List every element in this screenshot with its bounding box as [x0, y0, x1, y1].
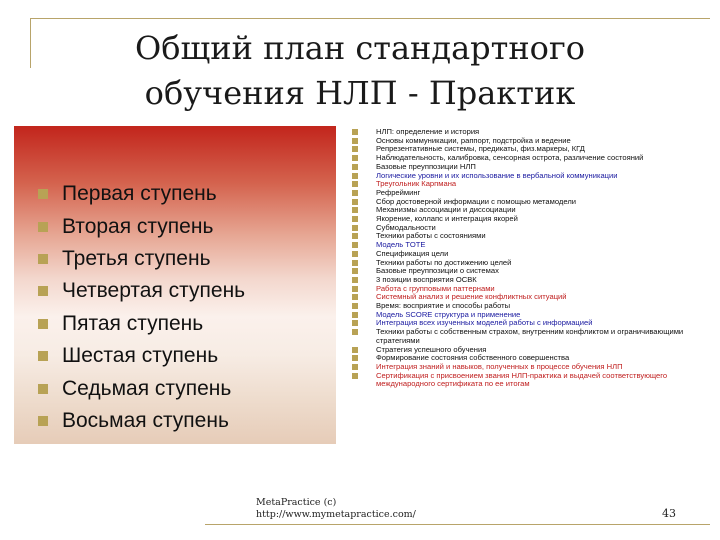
topic-label: Интеграция знаний и навыков, полученных в процессе обучения НЛП [376, 361, 623, 371]
topic-list [352, 128, 708, 389]
square-bullet-icon [352, 164, 358, 170]
square-bullet-icon [352, 233, 358, 239]
topic-label: Треугольник Карпмана [376, 179, 457, 189]
stage-item [38, 275, 245, 307]
footer-source-url[interactable]: http://www.mymetapractice.com/ [256, 509, 416, 520]
topic-label: Основы коммуникации, раппорт, подстройка и ведение [376, 135, 571, 145]
topic-label: Техники работы по достижению целей [376, 257, 512, 267]
square-bullet-icon [38, 222, 48, 232]
slide-title-line2: обучения НЛП - Практик [144, 74, 576, 112]
square-bullet-icon [352, 355, 358, 361]
stage-label: Пятая ступень [62, 311, 204, 335]
square-bullet-icon [38, 351, 48, 361]
square-bullet-icon [352, 303, 358, 309]
topic-label: Модель TOTE [376, 240, 426, 250]
square-bullet-icon [352, 216, 358, 222]
frame-top-line [30, 18, 710, 19]
square-bullet-icon [352, 268, 358, 274]
square-bullet-icon [352, 364, 358, 370]
topic-label: Рефрейминг [376, 187, 421, 197]
topic-label: Репрезентативные системы, предикаты, физ.маркеры, КГД [376, 144, 585, 154]
stage-label: Седьмая ступень [62, 376, 232, 400]
topic-label: Спецификация цели [376, 248, 449, 258]
square-bullet-icon [352, 173, 358, 179]
topic-label: Работа с групповыми паттернами [376, 283, 495, 293]
slide-title-line1: Общий план стандартного [135, 29, 585, 67]
stage-item [38, 243, 245, 275]
square-bullet-icon [352, 129, 358, 135]
footer-source [256, 497, 416, 521]
square-bullet-icon [38, 416, 48, 426]
topic-label: 3 позиции восприятия ОСВК [376, 274, 477, 284]
topic-label: Якорение, коллапс и интеграция якорей [376, 214, 518, 224]
stage-label: Вторая ступень [62, 214, 214, 238]
square-bullet-icon [352, 277, 358, 283]
topic-label: Техники работы с состояниями [376, 231, 486, 241]
square-bullet-icon [352, 155, 358, 161]
topic-label: Субмодальности [376, 222, 436, 232]
square-bullet-icon [352, 251, 358, 257]
topic-label: Наблюдательность, калибровка, сенсорная острота, различение состояний [376, 153, 644, 163]
topic-label: Модель SCORE структура и применение [376, 309, 521, 319]
topic-item [352, 372, 708, 389]
topic-label: Сертификация с присвоением звания НЛП-практика и выдачей соответствующего международного сертификата по ее итогам [376, 370, 668, 389]
square-bullet-icon [38, 319, 48, 329]
stage-label: Восьмая ступень [62, 408, 229, 432]
stage-item [38, 405, 245, 437]
topic-label: Интеграция всех изученных моделей работы с информацией [376, 318, 593, 328]
stage-label: Шестая ступень [62, 344, 219, 368]
square-bullet-icon [352, 146, 358, 152]
topic-label: Системный анализ и решение конфликтных ситуаций [376, 292, 567, 302]
topic-label: НЛП: определение и история [376, 127, 480, 136]
square-bullet-icon [352, 312, 358, 318]
topic-label: Техники работы с собственным страхом, внутренним конфликтом и ограничивающими стратегиями [376, 327, 684, 345]
topic-label: Логические уровни и их использование в вербальной коммуникации [376, 170, 618, 180]
page-number: 43 [662, 507, 676, 520]
square-bullet-icon [352, 320, 358, 326]
topic-label: Стратегия успешного обучения [376, 344, 487, 354]
square-bullet-icon [352, 199, 358, 205]
stage-label: Третья ступень [62, 246, 211, 270]
square-bullet-icon [352, 181, 358, 187]
square-bullet-icon [352, 294, 358, 300]
stage-item [38, 372, 245, 404]
square-bullet-icon [352, 329, 358, 335]
topic-item [352, 328, 708, 345]
topic-label: Базовые преуппозиции НЛП [376, 161, 476, 171]
square-bullet-icon [352, 373, 358, 379]
footer-line [205, 524, 710, 525]
square-bullet-icon [352, 138, 358, 144]
topic-label: Базовые преуппозиции о системах [376, 266, 499, 276]
topic-label: Сбор достоверной информации с помощью метамодели [376, 196, 576, 206]
square-bullet-icon [38, 286, 48, 296]
square-bullet-icon [352, 207, 358, 213]
stage-label: Первая ступень [62, 182, 217, 206]
topic-label: Механизмы ассоциации и диссоциации [376, 205, 516, 215]
topic-label: Формирование состояния собственного совершенства [376, 353, 570, 363]
slide-title [0, 26, 720, 116]
square-bullet-icon [352, 225, 358, 231]
square-bullet-icon [352, 347, 358, 353]
footer-source-name: MetaPractice (c) [256, 497, 337, 508]
square-bullet-icon [38, 384, 48, 394]
square-bullet-icon [352, 242, 358, 248]
stage-item [38, 308, 245, 340]
stage-label: Четвертая ступень [62, 279, 246, 303]
square-bullet-icon [38, 189, 48, 199]
square-bullet-icon [352, 190, 358, 196]
stage-item [38, 210, 245, 242]
square-bullet-icon [352, 286, 358, 292]
square-bullet-icon [38, 254, 48, 264]
stage-item [38, 178, 245, 210]
stage-item [38, 340, 245, 372]
topic-label: Время: восприятие и способы работы [376, 301, 511, 311]
stage-list [38, 178, 245, 437]
square-bullet-icon [352, 260, 358, 266]
